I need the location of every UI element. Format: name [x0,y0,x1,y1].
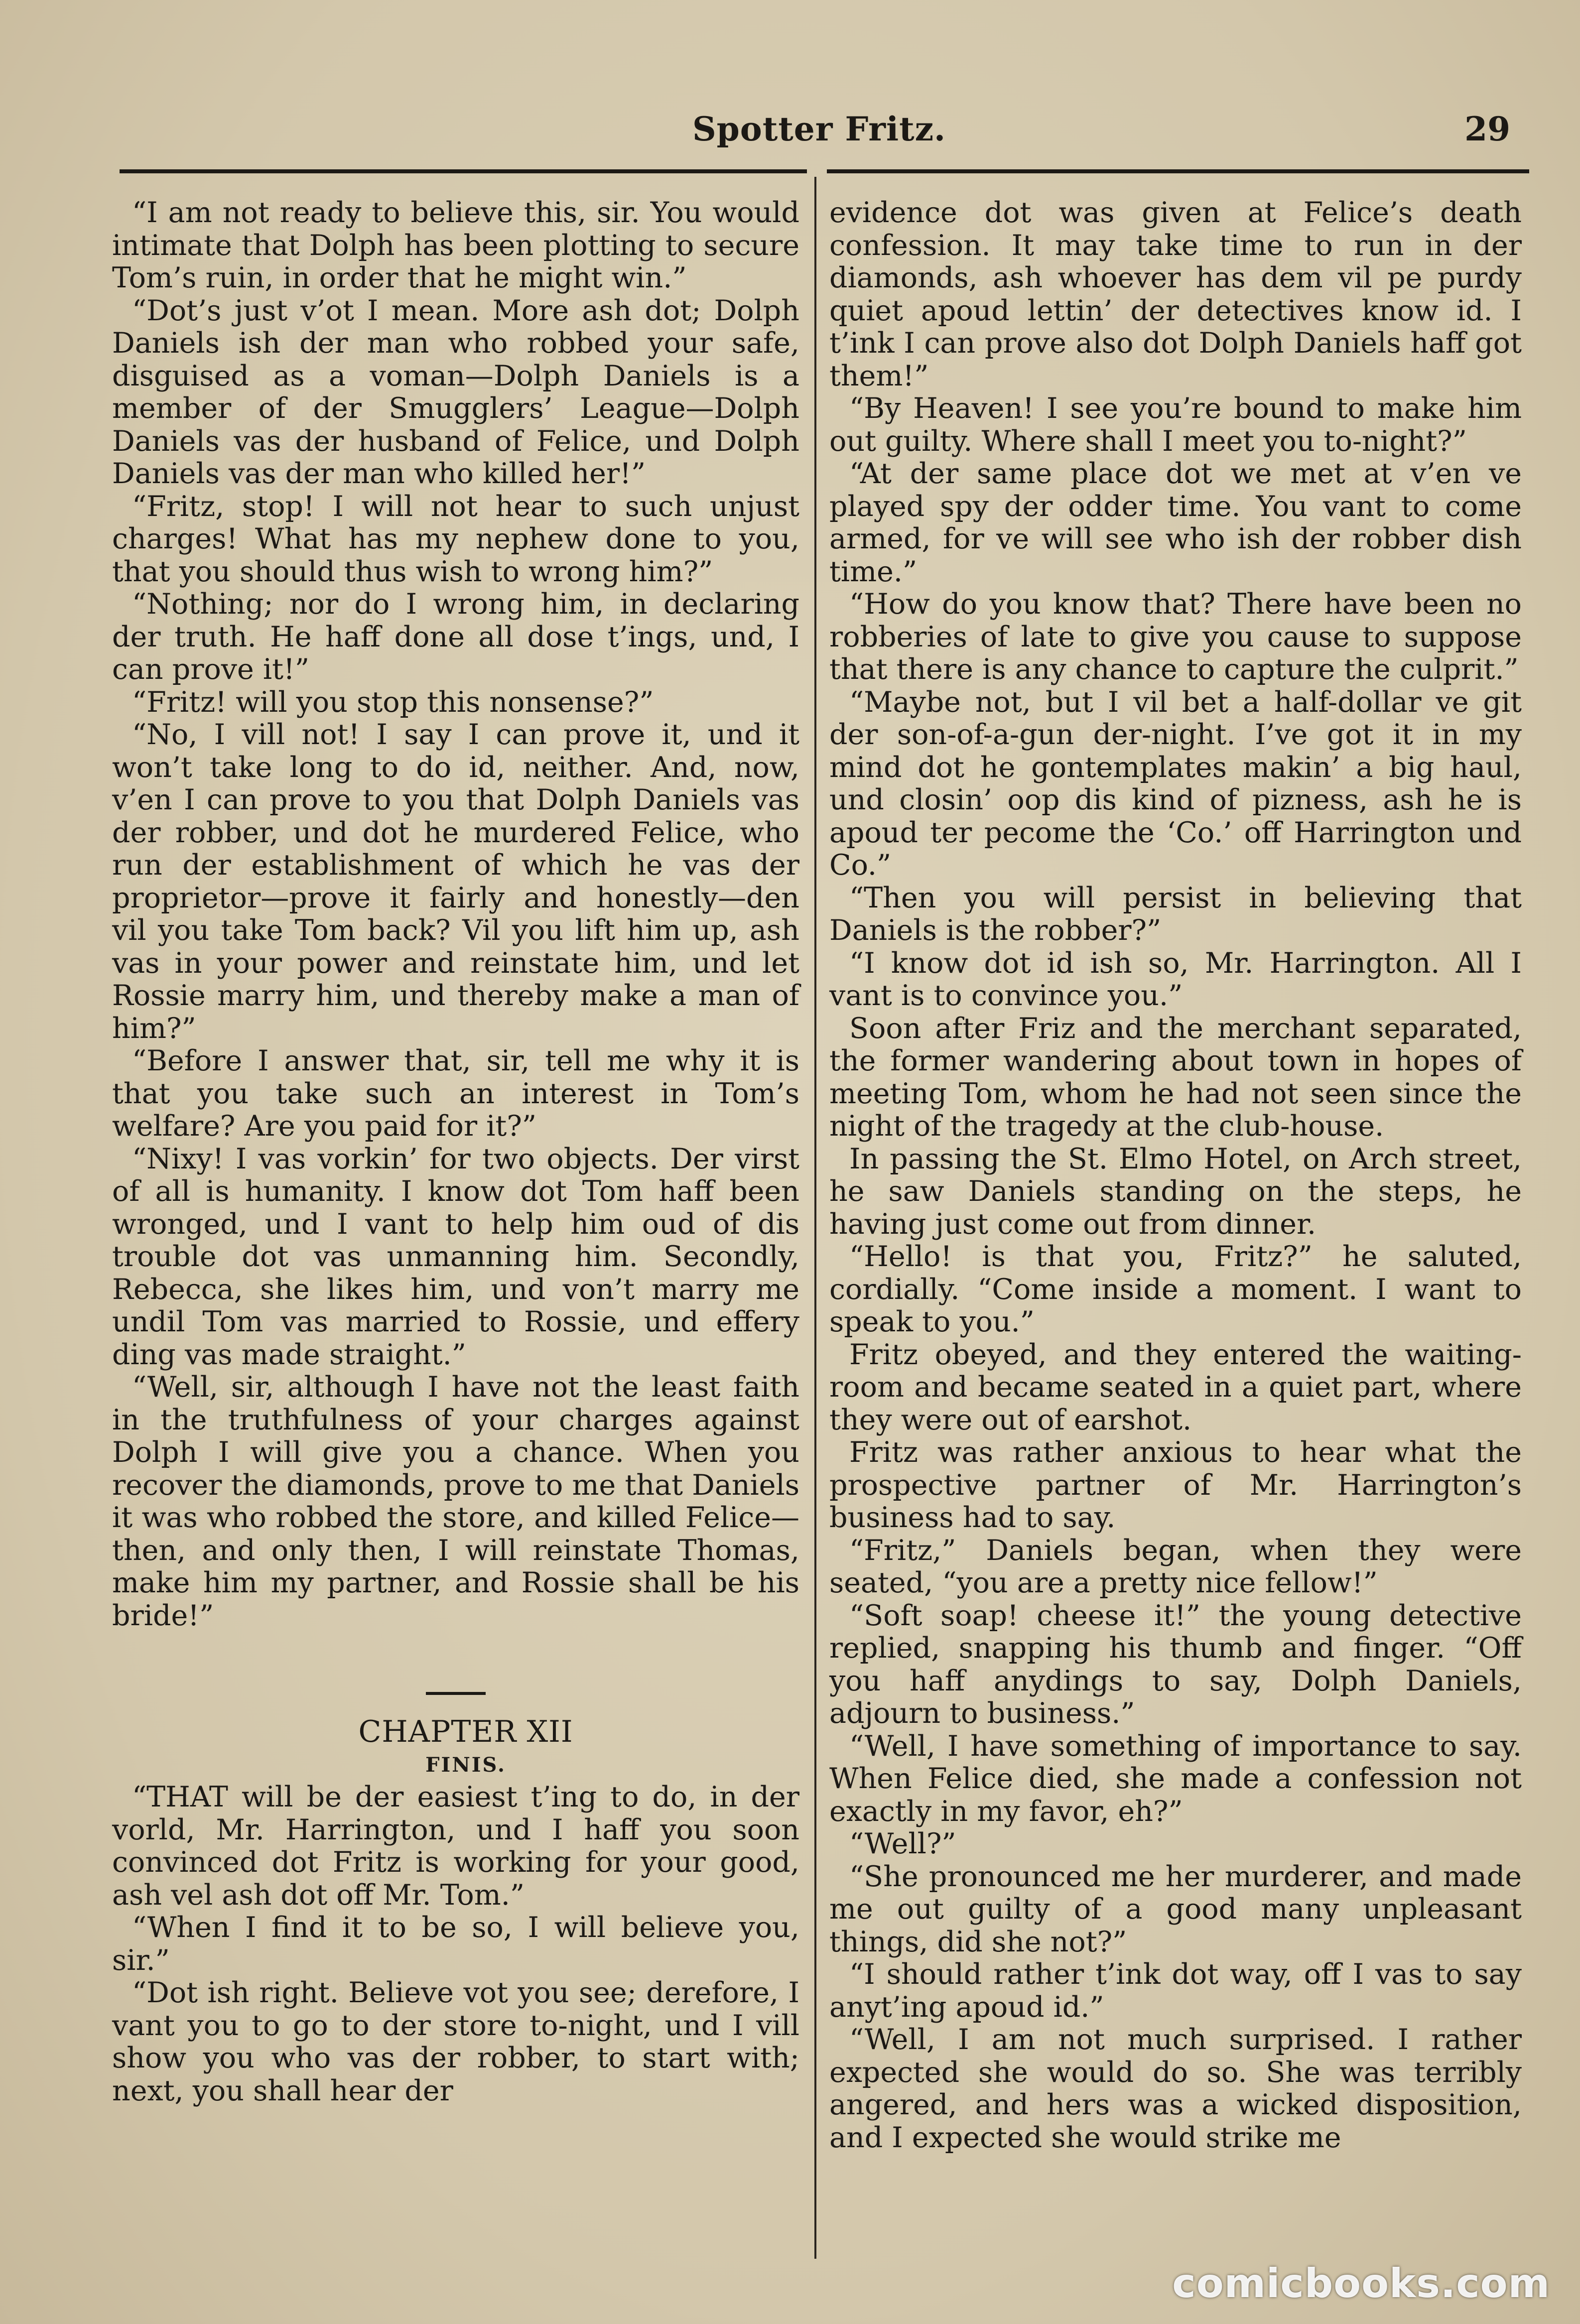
chapter-title: CHAPTER XII [358,1714,573,1749]
paragraph: “No, I vill not! I say I can prove it, und it won’t take long to do id, neither. And, now, v’en I can prove to you that Dolph Daniels vas der robber, und dot he murdered Felice, who run der establishment of which he vas der proprietor—prove it fairly and honestly—den vil you take Tom back? Vil you lift him up, ash vas in your power and reinstate him, und let Rossie marry him, und thereby make a man of him?” [112,718,799,1045]
page-number: 29 [1464,110,1510,148]
paragraph: “I should rather t’ink dot way, off I vas to say anyt’ing apoud id.” [829,1958,1522,2024]
paragraph: “Nothing; nor do I wrong him, in declaring der truth. He haff done all dose t’ings, und, I can prove it!” [112,588,799,686]
paragraph: “Before I answer that, sir, tell me why it is that you take such an interest in Tom’s welfare? Are you paid for it?” [112,1044,799,1143]
paragraph: “Dot ish right. Believe vot you see; derefore, I vant you to go to der store to-night, und I vill show you who vas der robber, to start with; next, you shall hear der [112,1976,799,2107]
running-header [115,105,1510,164]
header-rule-right [827,169,1529,173]
paragraph: “Then you will persist in believing that Daniels is the robber?” [829,881,1522,947]
paragraph: “Well, sir, although I have not the least faith in the truthfulness of your charges against Dolph I will give you a chance. When you recover the diamonds, prove to me that Daniels it was who robbed the store, and killed Felice—then, and only then, I will reinstate Thomas, make him my partner, and Rossie shall be his bride!” [112,1371,799,1632]
paragraph: “Soft soap! cheese it!” the young detective replied, snapping his thumb and finger. “Off you haff anydings to say, Dolph Daniels, adjourn to business.” [829,1599,1522,1730]
right-column [829,197,1522,2154]
site-watermark: comicbooks.com [1172,2260,1550,2307]
paragraph: “THAT will be der easiest t’ing to do, in der vorld, Mr. Harrington, und I haff you soon convinced dot Fritz is working for your good, ash vel ash dot off Mr. Tom.” [112,1781,799,1912]
paragraph: “I am not ready to believe this, sir. You would intimate that Dolph has been plotting to secure Tom’s ruin, in order that he might win.” [112,196,799,294]
paragraph: “Fritz,” Daniels began, when they were seated, “you are a pretty nice fellow!” [829,1534,1522,1599]
paragraph: “I know dot id ish so, Mr. Harrington. All I vant is to convince you.” [829,946,1522,1012]
paragraph: Fritz was rather anxious to hear what the prospective partner of Mr. Harrington’s business had to say. [829,1436,1522,1534]
chapter-subtitle: FINIS. [425,1753,506,1777]
paragraph: “Dot’s just v’ot I mean. More ash dot; Dolph Daniels ish der man who robbed your safe, disguised as a voman—Dolph Daniels is a member of der Smugglers’ League—Dolph Daniels vas der husband of Felice, und Dolph Daniels vas der man who killed her!” [112,294,799,490]
paragraph: evidence dot was given at Felice’s death confession. It may take time to run in der diamonds, ash whoever has dem vil pe purdy quiet apoud lettin’ der detectives know id. I t’ink I can prove also dot Dolph Daniels haff got them!” [829,196,1522,392]
paragraph: “Maybe not, but I vil bet a half-dollar ve git der son-of-a-gun der-night. I’ve got it in my mind dot he gontemplates makin’ a big haul, und closin’ oop dis kind of pizness, ash he is apoud ter pecome the ‘Co.’ off Harrington und Co.” [829,685,1522,882]
paragraph: “Hello! is that you, Fritz?” he saluted, cordially. “Come inside a moment. I want to speak to you.” [829,1240,1522,1338]
paragraph: “Fritz! will you stop this nonsense?” [132,685,654,719]
paragraph: “She pronounced me her murderer, and made me out guilty of a good many unpleasant things, did she not?” [829,1860,1522,1958]
header-rule-left [120,169,807,173]
paragraph: “Fritz, stop! I will not hear to such unjust charges! What has my nephew done to you, that you should thus wish to wrong him?” [112,490,799,588]
paragraph: “Well, I am not much surprised. I rather expected she would do so. She was terribly angered, and hers was a wicked disposition, and I expected she would strike me [829,2023,1522,2154]
paragraph: Soon after Friz and the merchant separated, the former wandering about town in hopes of meeting Tom, whom he had not seen since the night of the tragedy at the club-house. [829,1012,1522,1143]
section-rule [426,1692,486,1695]
paragraph: “By Heaven! I see you’re bound to make him out guilty. Where shall I meet you to-night?” [829,392,1522,458]
left-column [112,197,799,2107]
column-divider [814,177,816,2259]
paragraph: “Well?” [849,1827,956,1860]
paragraph: Fritz obeyed, and they entered the waiting-room and became seated in a quiet part, where they were out of earshot. [829,1338,1522,1436]
paragraph: “Nixy! I vas vorkin’ for two objects. Der virst of all is humanity. I know dot Tom haff been wronged, und I vant to help him oud of dis trouble dot vas unmanning him. Secondly, Rebecca, she likes him, und von’t marry me undil Tom vas married to Rossie, und effery ding vas made straight.” [112,1142,799,1371]
paragraph: “When I find it to be so, I will believe you, sir.” [112,1911,799,1977]
paragraph: “Well, I have something of importance to say. When Felice died, she made a confession not exactly in my favor, eh?” [829,1729,1522,1828]
running-title: Spotter Fritz. [692,110,946,148]
paragraph: In passing the St. Elmo Hotel, on Arch street, he saw Daniels standing on the steps, he having just come out from dinner. [829,1142,1522,1241]
paragraph: “At der same place dot we met at v’en ve played spy der odder time. You vant to come armed, for ve will see who ish der robber dish time.” [829,457,1522,588]
paragraph: “How do you know that? There have been no robberies of late to give you cause to suppose that there is any chance to capture the culprit.” [829,588,1522,686]
